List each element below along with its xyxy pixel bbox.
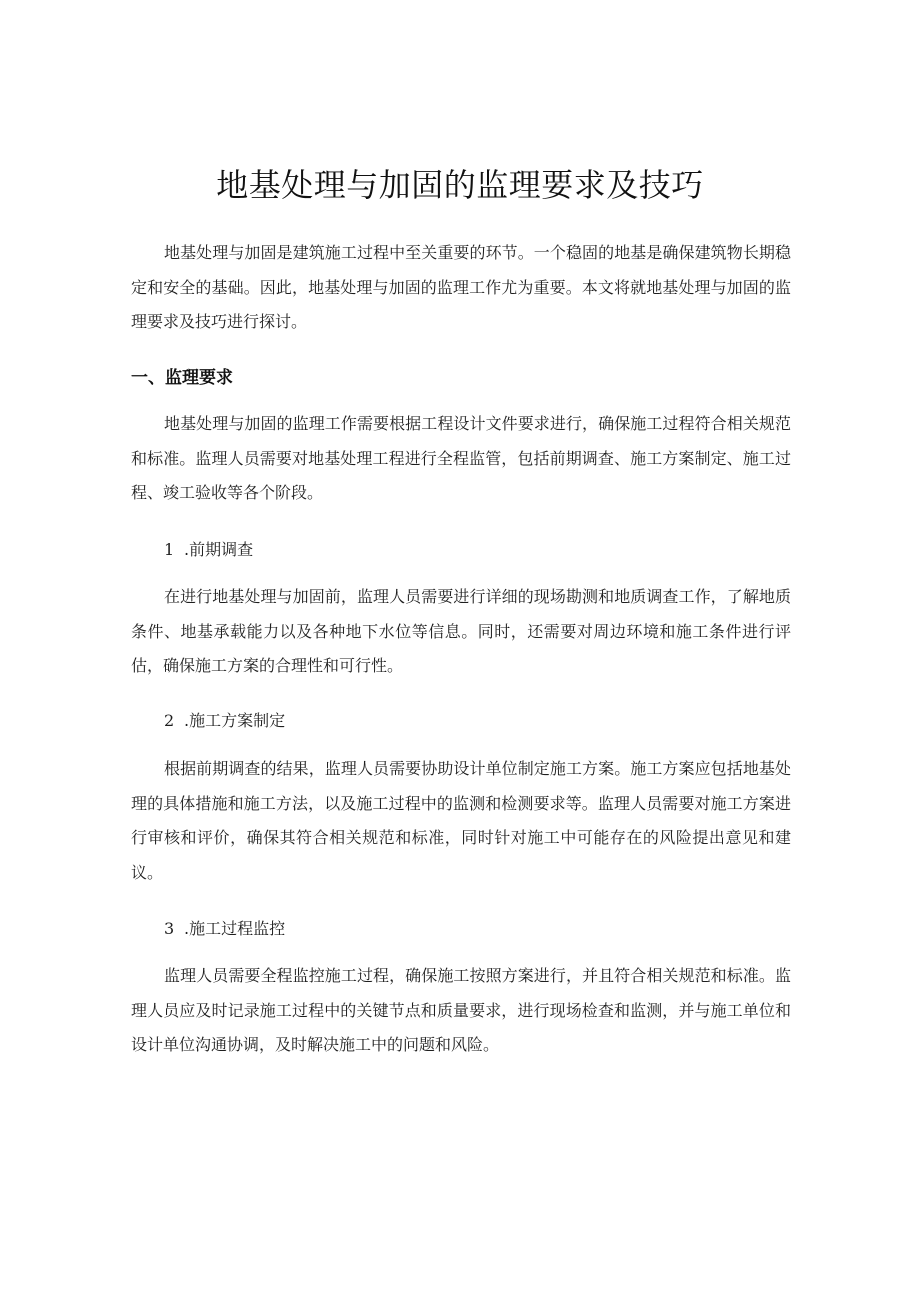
subsection-title: .施工过程监控 bbox=[184, 919, 286, 938]
subsection-body-2: 根据前期调查的结果，监理人员需要协助设计单位制定施工方案。施工方案应包括地基处理的具体措施和施工方法，以及施工过程中的监测和检测要求等。监理人员需要对施工方案进行审核和评价，确保其符合相关规范和标准，同时针对施工中可能存在的风险提出意见和建议。 bbox=[131, 759, 791, 882]
subsection-number: 3 bbox=[164, 919, 175, 938]
subsection-body-3: 监理人员需要全程监控施工过程，确保施工按照方案进行，并且符合相关规范和标准。监理人员应及时记录施工过程中的关键节点和质量要求，进行现场检查和监测，并与施工单位和设计单位沟通协调，及时解决施工中的问题和风险。 bbox=[131, 966, 791, 1054]
subsection-number: 2 bbox=[164, 711, 175, 730]
subsection-title: .施工方案制定 bbox=[184, 711, 286, 730]
subsection-body-1: 在进行地基处理与加固前，监理人员需要进行详细的现场勘测和地质调查工作，了解地质条件、地基承载能力以及各种地下水位等信息。同时，还需要对周边环境和施工条件进行评估，确保施工方案的合理性和可行性。 bbox=[131, 587, 791, 675]
subsection-heading-2 bbox=[164, 706, 285, 736]
document-title: 地基处理与加固的监理要求及技巧 bbox=[216, 166, 704, 204]
subsection-heading-3 bbox=[164, 914, 285, 944]
section-body-requirements: 地基处理与加固的监理工作需要根据工程设计文件要求进行，确保施工过程符合相关规范和标准。监理人员需要对地基处理工程进行全程监管，包括前期调查、施工方案制定、施工过程、竣工验收等各个阶段。 bbox=[131, 414, 791, 502]
intro-paragraph: 地基处理与加固是建筑施工过程中至关重要的环节。一个稳固的地基是确保建筑物长期稳定和安全的基础。因此，地基处理与加固的监理工作尤为重要。本文将就地基处理与加固的监理要求及技巧进行探讨。 bbox=[131, 243, 791, 331]
subsection-title: .前期调查 bbox=[184, 540, 254, 559]
section-heading-requirements: 一、监理要求 bbox=[131, 368, 233, 388]
subsection-heading-1 bbox=[164, 535, 253, 565]
subsection-number: 1 bbox=[164, 540, 175, 559]
